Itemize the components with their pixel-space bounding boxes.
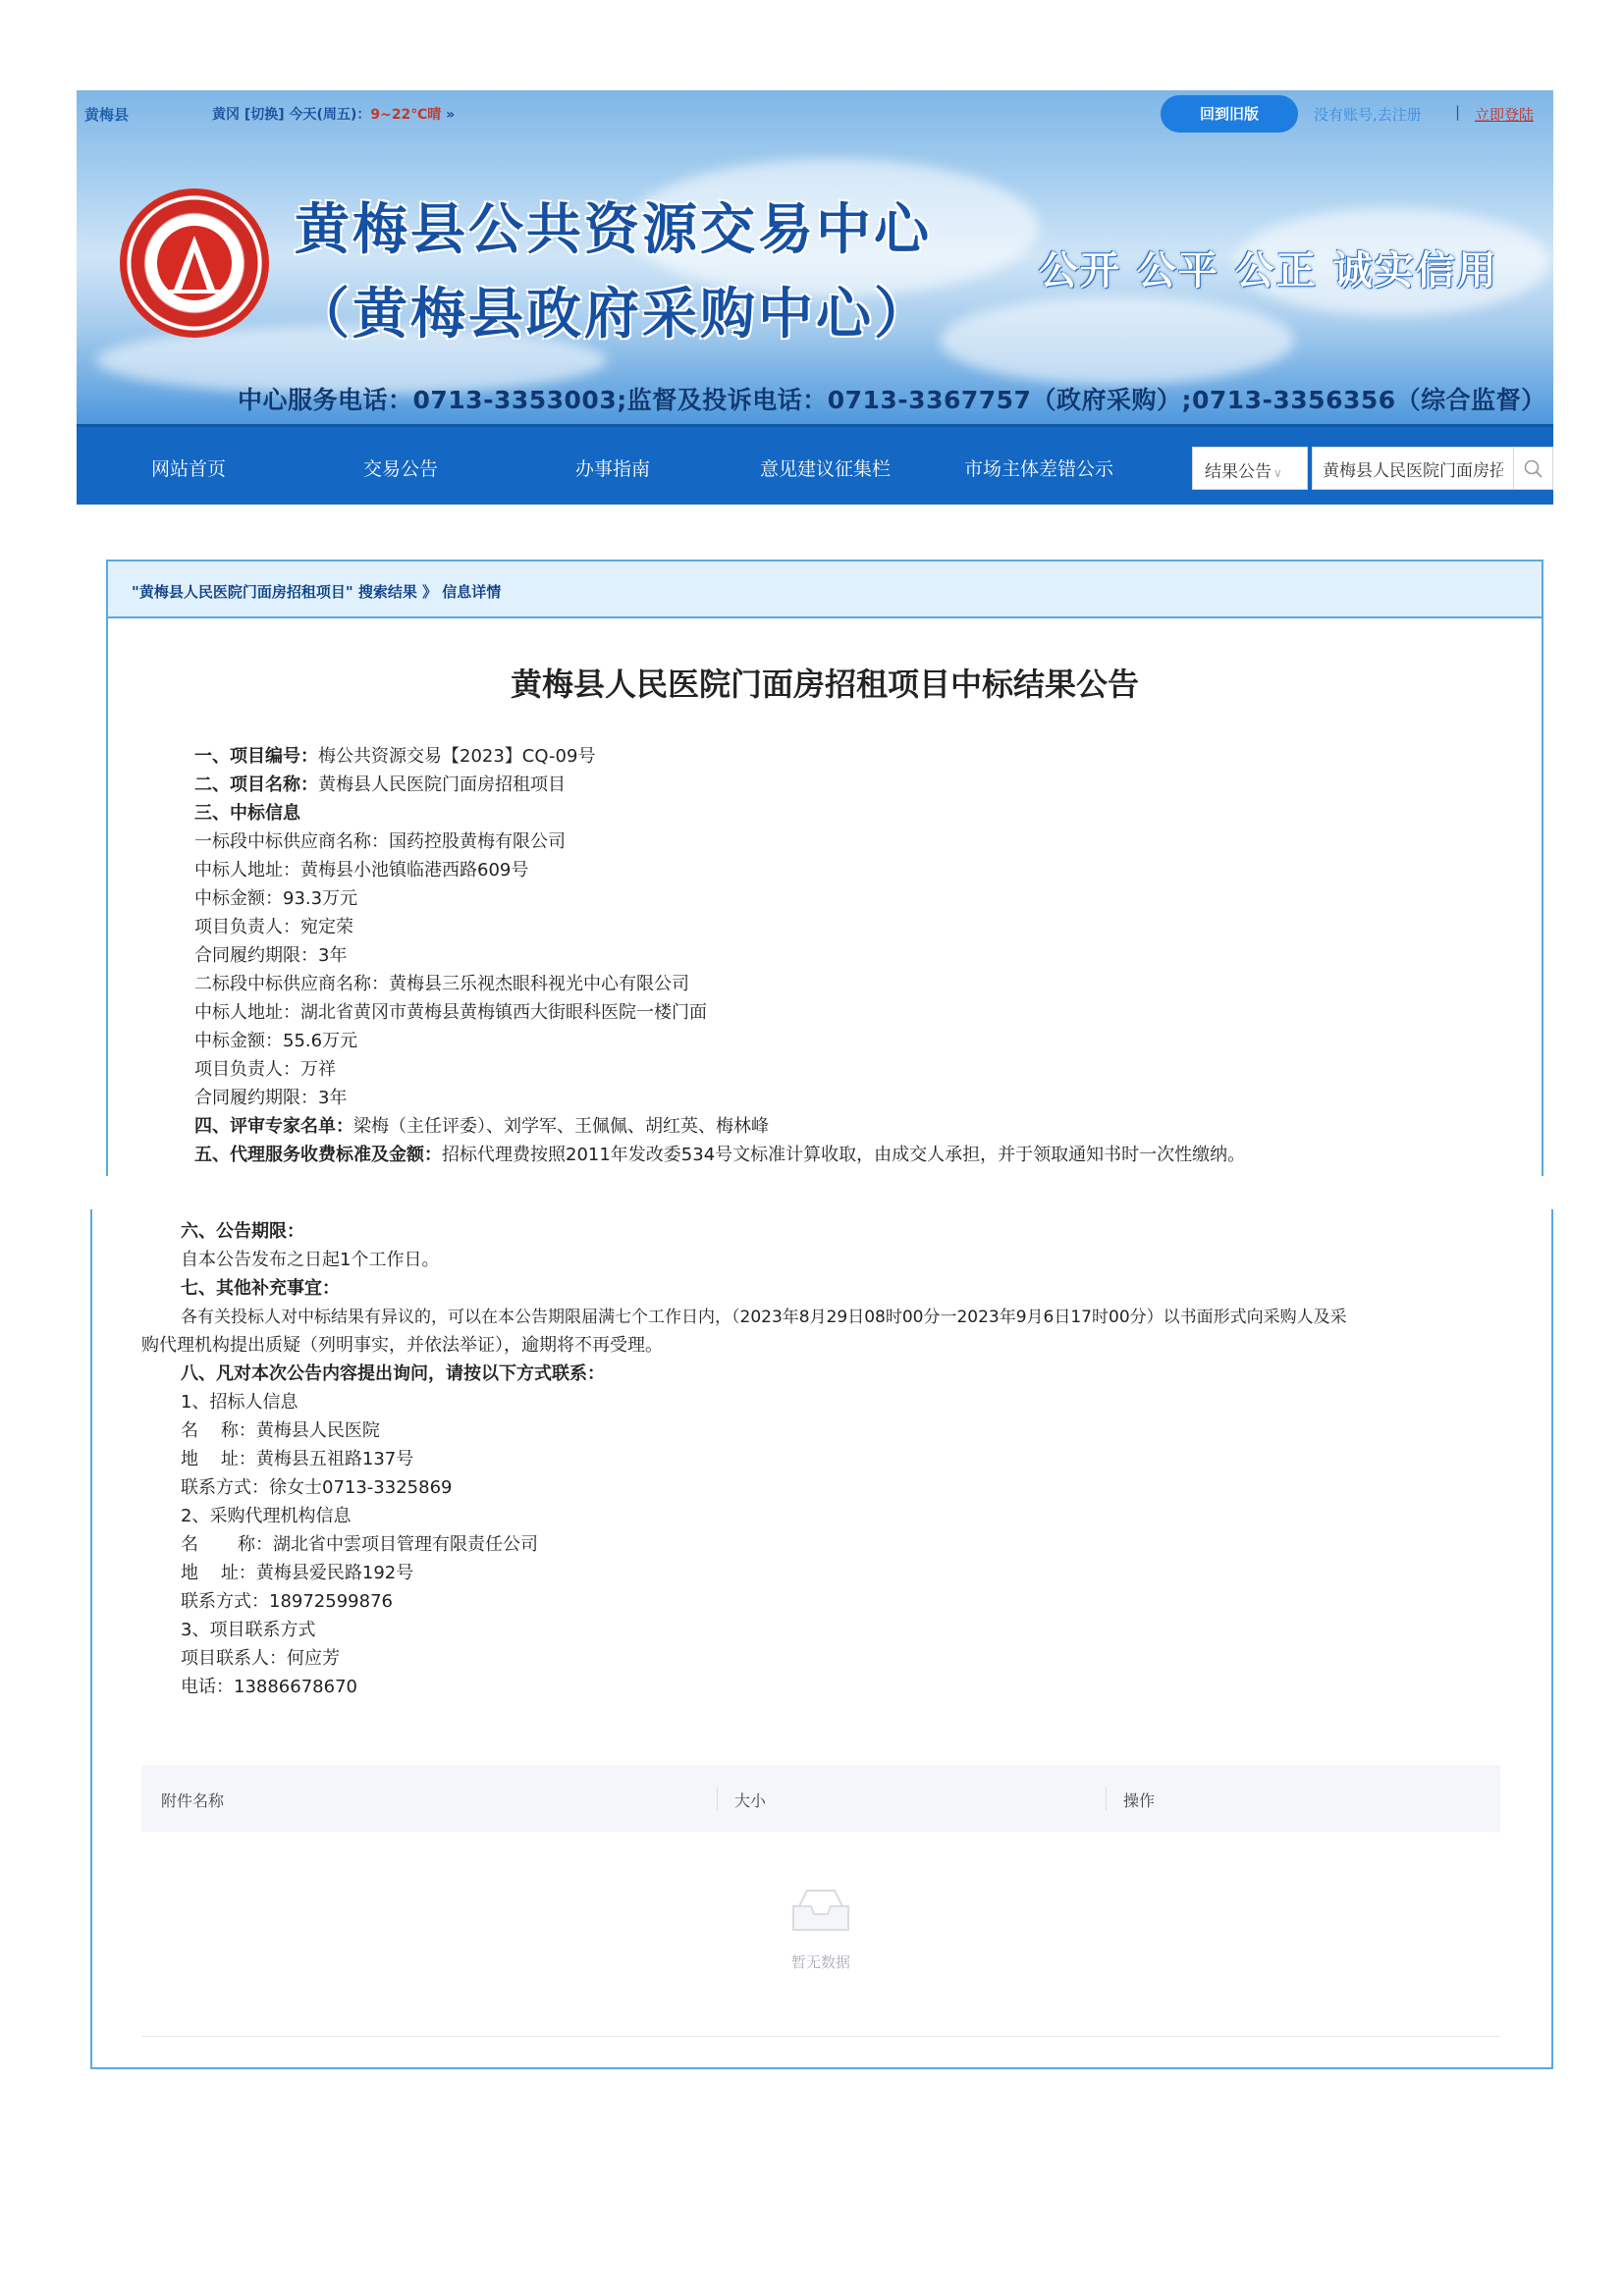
doc-line: 合同履约期限：3年 (194, 1088, 348, 1108)
service-hotline: 中心服务电话：0713-3353003;监督及投诉电话：0713-3367757（政府采购）;0713-3356356（综合监督） (238, 386, 1546, 414)
nav-item-feedback[interactable]: 意见建议征集栏 (760, 458, 892, 480)
doc-line: 2、采购代理机构信息 (181, 1506, 352, 1526)
breadcrumb[interactable]: "黄梅县人民医院门面房招租项目" 搜索结果 》 信息详情 (108, 561, 1542, 618)
doc-line: 3、项目联系方式 (181, 1620, 316, 1640)
empty-box-icon (789, 1885, 852, 1940)
search-type-select[interactable] (1192, 447, 1308, 490)
doc-line: 五、代理服务收费标准及金额：招标代理费按照2011年发改委534号文标准计算收取，由成交人承担，并于领取通知书时一次性缴纳。 (194, 1145, 1246, 1165)
doc-line: 各有关投标人对中标结果有异议的，可以在本公告期限届满七个工作日内，（2023年8月29日08时00分一2023年9月6日17时00分）以书面形式向采购人及采 (181, 1308, 1347, 1327)
nav-item-home[interactable]: 网站首页 (151, 458, 227, 480)
doc-line: 地 址：黄梅县五祖路137号 (181, 1449, 414, 1469)
doc-line: 中标人地址：湖北省黄冈市黄梅县黄梅镇西大街眼科医院一楼门面 (194, 1002, 707, 1023)
doc-line: 中标人地址：黄梅县小池镇临港西路609号 (194, 860, 529, 881)
old-version-button[interactable]: 回到旧版 (1161, 95, 1298, 133)
search-icon (1514, 448, 1553, 491)
column-divider (717, 1787, 718, 1810)
doc-line: 中标金额：55.6万元 (194, 1031, 358, 1051)
page-title: 黄梅县人民医院门面房招租项目中标结果公告 (510, 666, 1139, 703)
search-input[interactable] (1312, 447, 1514, 490)
doc-line: 六、公告期限： (181, 1221, 304, 1242)
content-panel (106, 560, 1543, 1176)
nav-item-announcements[interactable]: 交易公告 (363, 458, 439, 480)
doc-line: 二、项目名称：黄梅县人民医院门面房招租项目 (194, 774, 566, 795)
column-header-action: 操作 (1123, 1791, 1156, 1810)
separator: | (1455, 103, 1461, 121)
doc-line: 一、项目编号：梅公共资源交易【2023】CQ-09号 (194, 746, 596, 767)
doc-line: 自本公告发布之日起1个工作日。 (181, 1250, 440, 1270)
search-type-value: 结果公告 (1205, 462, 1272, 482)
doc-line: 四、评审专家名单：梁梅（主任评委）、刘学军、王佩佩、胡红英、梅林峰 (194, 1116, 769, 1137)
slogan: 公开 公平 公正 诚实信用 (1039, 248, 1498, 294)
weather-text: 黄冈 [切换] 今天(周五)： (212, 107, 371, 123)
doc-line: 七、其他补充事宜： (181, 1278, 340, 1299)
chevron-down-icon: ∨ (1273, 466, 1282, 480)
empty-text: 暂无数据 (790, 1953, 850, 1971)
login-link[interactable]: 立即登陆 (1475, 106, 1535, 124)
doc-line: 项目负责人：万祥 (194, 1059, 336, 1080)
attachment-table-header (141, 1765, 1500, 1832)
site-switch-link[interactable]: 黄梅县 (84, 106, 130, 124)
doc-line: 一标段中标供应商名称：国药控股黄梅有限公司 (194, 831, 566, 852)
nav-item-error-disclosure[interactable]: 市场主体差错公示 (964, 458, 1114, 480)
doc-line: 八、凡对本次公告内容提出询问，请按以下方式联系： (181, 1363, 605, 1384)
register-link[interactable]: 没有账号,去注册 (1314, 106, 1422, 124)
doc-line: 名 称：湖北省中雲项目管理有限责任公司 (181, 1534, 539, 1555)
doc-line: 项目负责人：宛定荣 (194, 917, 353, 937)
weather-info (212, 104, 455, 124)
divider (141, 2036, 1500, 2037)
top-screenshot (77, 90, 1553, 1176)
doc-line: 电话：13886678670 (181, 1677, 357, 1697)
doc-line: 购代理机构提出质疑（列明事实，并依法举证），逾期将不再受理。 (141, 1335, 663, 1356)
main-navigation (77, 424, 1553, 505)
doc-line: 联系方式：18972599876 (181, 1591, 393, 1612)
column-divider (1106, 1787, 1107, 1810)
doc-line: 项目联系人：何应芳 (181, 1648, 340, 1669)
weather-more-icon[interactable]: » (446, 107, 456, 123)
weather-temp: 9~22℃晴 (370, 107, 442, 123)
column-header-size: 大小 (734, 1791, 767, 1810)
doc-line: 中标金额：93.3万元 (194, 888, 358, 909)
top-bar (77, 90, 1553, 139)
doc-line: 1、招标人信息 (181, 1392, 298, 1413)
column-header-name: 附件名称 (161, 1791, 225, 1810)
doc-line: 二标段中标供应商名称：黄梅县三乐视杰眼科视光中心有限公司 (194, 974, 689, 994)
doc-line: 三、中标信息 (194, 803, 300, 824)
site-title-line1: 黄梅县公共资源交易中心 (295, 198, 932, 262)
doc-line: 合同履约期限：3年 (194, 945, 348, 966)
bottom-screenshot (90, 1209, 1553, 2069)
site-header (77, 90, 1553, 424)
doc-line: 联系方式：徐女士0713-3325869 (181, 1477, 453, 1498)
search-button[interactable] (1514, 447, 1553, 490)
site-title-line2: （黄梅县政府采购中心） (295, 283, 932, 347)
doc-line: 地 址：黄梅县爱民路192号 (181, 1563, 414, 1583)
nav-item-guide[interactable]: 办事指南 (575, 458, 651, 480)
center-logo-icon (120, 188, 269, 338)
doc-line: 名 称：黄梅县人民医院 (181, 1420, 380, 1441)
attachment-table (141, 1765, 1500, 2040)
